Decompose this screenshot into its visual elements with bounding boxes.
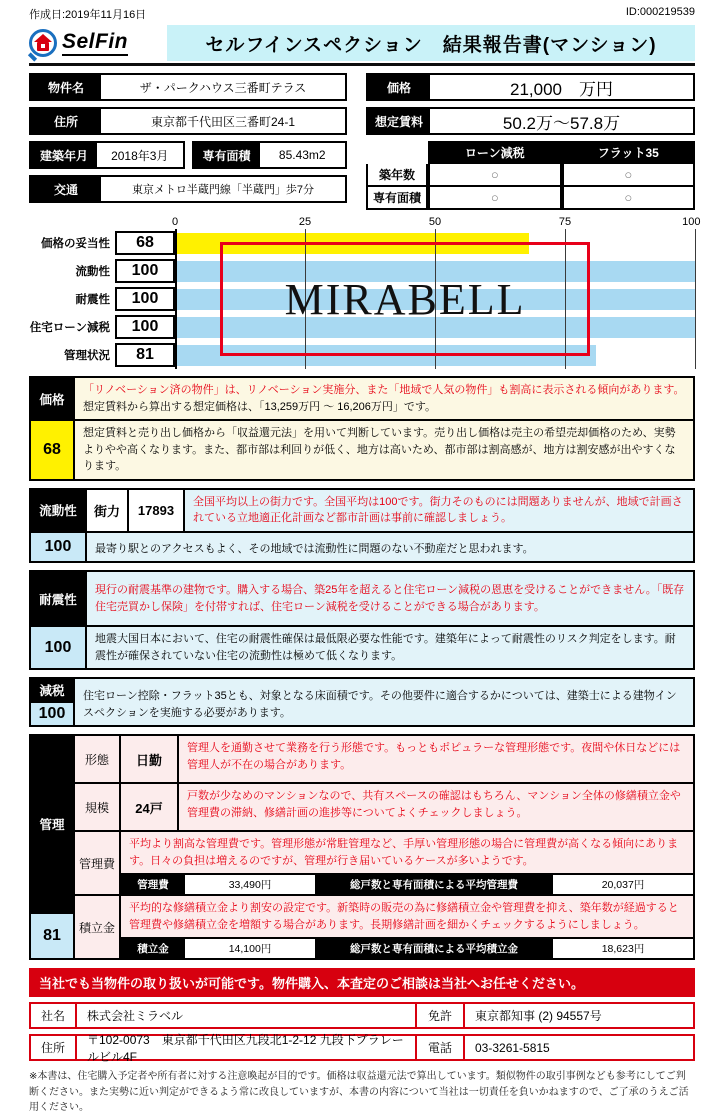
tsumitate-inner — [121, 896, 693, 958]
tsumitate-fee-value: 14,100円 — [185, 939, 315, 958]
built-value: 2018年3月 — [111, 148, 169, 163]
license-label: 免許 — [415, 1004, 465, 1027]
loan-eligibility-table — [366, 141, 695, 210]
property-name-label: 物件名 — [31, 75, 101, 99]
kanrihi-avg-value: 20,037円 — [553, 875, 693, 894]
selfin-logo — [29, 25, 167, 61]
kanrihi-row — [75, 830, 693, 894]
tax-desc: 住宅ローン控除・フラット35とも、対象となる床面積です。その他要件に適合するかについては、建築士による建物インスペクションを実施する必要があります。 — [73, 679, 693, 725]
kanrihi-avg-label: 総戸数と専有面積による平均管理費 — [315, 875, 553, 894]
company-name-label: 社名 — [31, 1004, 77, 1027]
category-label: 管理状況 — [64, 350, 110, 362]
gridline-100 — [695, 229, 696, 369]
kanrihi-fee-value: 33,490円 — [185, 875, 315, 894]
built-area-row — [29, 141, 347, 169]
rent-row — [366, 107, 695, 135]
access-value: 東京メトロ半蔵門線「半蔵門」歩7分 — [131, 184, 315, 196]
tsumitate-avg-label: 総戸数と専有面積による平均積立金 — [315, 939, 553, 958]
tsumitate-row — [75, 894, 693, 958]
chart-row-label — [29, 257, 175, 285]
management-rows — [73, 736, 693, 958]
chart-row-label — [29, 285, 175, 313]
access-label: 交通 — [31, 177, 101, 201]
header-rule — [29, 63, 695, 66]
price-label: 価格 — [368, 75, 430, 99]
liquidity-desc: 最寄り駅とのアクセスもよく、その地域では流動性に問題のない不動産だと思われます。 — [85, 533, 693, 562]
area-box — [192, 141, 348, 169]
management-section-label: 管理 — [31, 736, 73, 912]
kanrihi-subtable — [121, 873, 693, 894]
price-note-black: 想定賃料から算出する想定価格は、「13,259万円 ～ 16,206万円」です。 — [83, 400, 437, 413]
loan-row-age-label: 築年数 — [366, 164, 428, 187]
chart-row-label — [29, 229, 175, 257]
section-price — [29, 376, 695, 481]
tick-75: 75 — [558, 216, 572, 228]
liquidity-note: 全国平均以上の街力です。全国平均は100です。街力そのものには問題ありませんが、地域で計画されている立地適正化計画など都市計画は事前に確認しましょう。 — [183, 490, 693, 531]
score-box: 81 — [115, 343, 175, 367]
keitai-note: 管理人を通勤させて業務を行う形態です。もっともポピュラーな管理形態です。夜間や休日などには管理人が不在の場合があります。 — [187, 742, 681, 771]
liquidity-top-row — [31, 490, 693, 531]
age-flat35-mark: ○ — [562, 164, 696, 187]
liquidity-section-label: 流動性 — [31, 490, 85, 531]
liquidity-score: 100 — [31, 533, 85, 562]
score-box: 100 — [115, 287, 175, 311]
report-id: ID:000219539 — [625, 6, 695, 18]
machiryoku-label: 街力 — [85, 490, 127, 531]
company-address-value: 〒102-0073 東京都千代田区九段北1-2-12 九段下プラレールビル4F — [87, 1032, 404, 1064]
tsumitate-note: 平均的な修繕積立金より割安の設定です。新築時の販売の為に修繕積立金や管理費を抑え、築年数が経過すると管理費や修繕積立金を増額する場合があります。長期修繕計画を細かくチェックするようにしましょう。 — [129, 902, 679, 931]
rent-label: 想定賃料 — [368, 109, 430, 133]
keitai-value: 日勤 — [121, 736, 179, 782]
rent-value: 50.2万～57.8万 — [502, 113, 621, 133]
management-left-col — [31, 736, 73, 958]
property-name-row — [29, 73, 347, 101]
magnifier-house-icon — [29, 29, 57, 57]
category-label: 住宅ローン減税 — [29, 322, 110, 334]
kibo-row — [75, 782, 693, 830]
score-box: 100 — [115, 259, 175, 283]
tick-100: 100 — [682, 216, 701, 228]
kanrihi-note: 平均より割高な管理費です。管理形態が常駐管理など、手厚い管理形態の場合に管理費が高くなる傾向にあります。日々の負担は増えるのですが、管理が行き届いているケースが多いようです。 — [129, 838, 679, 867]
earthquake-desc: 地震大国日本において、住宅の耐震性確保は最低限必要な性能です。建築年によって耐震性のリスク判定をします。耐震性が確保されていない住宅の流動性は極めて低くなります。 — [85, 625, 693, 668]
kibo-label: 規模 — [75, 784, 121, 830]
earthquake-section-label: 耐震性 — [31, 572, 85, 625]
area-flat35-mark: ○ — [562, 187, 696, 210]
gridline-0 — [175, 229, 177, 369]
kanrihi-fee-label: 管理費 — [121, 875, 185, 894]
machiryoku-value: 17893 — [127, 490, 183, 531]
kibo-note: 戸数が少なめのマンションなので、共有スペースの確認はもちろん、マンション全体の修繕積立金や管理費の滞納、修繕計画の進捗等についてよくチェックしましょう。 — [187, 790, 681, 819]
brand-name: SelFin — [62, 30, 128, 55]
company-name-row — [29, 1002, 695, 1029]
property-info-left — [29, 73, 347, 210]
disclaimer: ※本書は、住宅購入予定者や所有者に対する注意喚起が目的です。価格は収益還元法で算出しています。類似物件の取引事例なども参考にしてご判断ください。また実勢に近い判定ができるよう常に改良していますが、本書の内容について当社は一切責任を負いかねますので、ご了承のうえご活用ください。 — [29, 1071, 689, 1113]
watermark-text: MIRABELL — [284, 274, 526, 324]
header — [29, 25, 695, 61]
price-score: 68 — [31, 419, 73, 479]
property-info — [29, 73, 695, 210]
tick-0: 0 — [171, 216, 179, 228]
tax-section-label: 減税 — [31, 679, 73, 701]
address-row — [29, 107, 347, 135]
kanrihi-inner — [121, 832, 693, 894]
price-desc: 想定賃料と売り出し価格から「収益還元法」を用いて判断しています。売り出し価格は売主の希望売却価格のため、実勢よりやや高くなります。また、都市部は利回りが低く、地方は高いため、都市部は割高感が、地方は割安感が出やすくなります。 — [73, 419, 693, 479]
section-management — [29, 734, 695, 960]
earthquake-score: 100 — [31, 625, 85, 668]
loan-row-area-label: 専有面積 — [366, 187, 428, 210]
area-label: 専有面積 — [194, 143, 260, 167]
section-tax — [29, 677, 695, 727]
loan-col-loan-tax: ローン減税 — [428, 141, 562, 164]
address-value: 東京都千代田区三番町24-1 — [150, 114, 296, 129]
loan-col-flat35: フラット35 — [562, 141, 696, 164]
phone-value: 03-3261-5815 — [475, 1040, 550, 1055]
area-loantax-mark: ○ — [428, 187, 562, 210]
kanrihi-label: 管理費 — [75, 832, 121, 894]
tick-25: 25 — [298, 216, 312, 228]
axis-ticks — [171, 216, 701, 229]
report-title: セルフインスペクション 結果報告書(マンション) — [167, 25, 695, 61]
built-box — [29, 141, 185, 169]
chart-row-label — [29, 341, 175, 369]
tick-50: 50 — [428, 216, 442, 228]
company-address-row — [29, 1032, 695, 1064]
company-address-label: 住所 — [31, 1036, 77, 1059]
keitai-row — [75, 736, 693, 782]
tax-score: 100 — [31, 701, 73, 725]
property-info-right — [366, 73, 695, 210]
section-liquidity — [29, 488, 695, 564]
keitai-label: 形態 — [75, 736, 121, 782]
price-row — [366, 73, 695, 101]
kibo-value: 24戸 — [121, 784, 179, 830]
chart-labels — [29, 216, 175, 369]
company-name-value: 株式会社ミラベル — [87, 1009, 184, 1023]
tsumitate-subtable — [121, 937, 693, 958]
company-banner: 当社でも当物件の取り扱いが可能です。物件購入、本査定のご相談は当社へお任せください。 — [29, 968, 695, 997]
category-label: 流動性 — [75, 266, 110, 278]
area-value: 85.43m2 — [278, 148, 326, 162]
price-section-label: 価格 — [31, 378, 73, 419]
bars-region — [175, 229, 695, 369]
tsumitate-avg-value: 18,623円 — [553, 939, 693, 958]
score-bar-chart — [29, 216, 701, 369]
access-row — [29, 175, 347, 203]
phone-label: 電話 — [415, 1036, 465, 1059]
chart-plot-area — [171, 216, 701, 369]
management-score: 81 — [31, 912, 73, 958]
loan-spacer — [366, 141, 428, 164]
built-label: 建築年月 — [31, 143, 97, 167]
chart-row-label — [29, 313, 175, 341]
category-label: 耐震性 — [75, 294, 110, 306]
score-box: 100 — [115, 315, 175, 339]
price-note — [73, 378, 693, 419]
liquidity-bottom-row — [31, 531, 693, 562]
price-value: 21,000 万円 — [510, 79, 613, 99]
created-date: 作成日:2019年11月16日 — [29, 9, 147, 21]
age-loantax-mark: ○ — [428, 164, 562, 187]
tsumitate-label: 積立金 — [75, 896, 121, 958]
price-note-red: 「リノベーション済の物件」は、リノベーション実施分、また「地域で人気の物件」も割高に表示される傾向があります。 — [83, 384, 685, 396]
watermark-box — [220, 242, 591, 356]
category-label: 価格の妥当性 — [41, 238, 110, 250]
tsumitate-fee-label: 積立金 — [121, 939, 185, 958]
address-label: 住所 — [31, 109, 101, 133]
meta-row — [29, 4, 695, 25]
earthquake-note: 現行の耐震基準の建物です。購入する場合、築25年を超えると住宅ローン減税の恩恵を受けることができません。「既存住宅売買かし保険」を付帯すれば、住宅ローン減税を受けることができる場合があります。 — [85, 572, 693, 625]
score-box: 68 — [115, 231, 175, 255]
property-name-value: ザ・パークハウス三番町テラス — [139, 80, 307, 95]
license-value: 東京都知事 (2) 94557号 — [475, 1009, 602, 1023]
section-earthquake — [29, 570, 695, 670]
